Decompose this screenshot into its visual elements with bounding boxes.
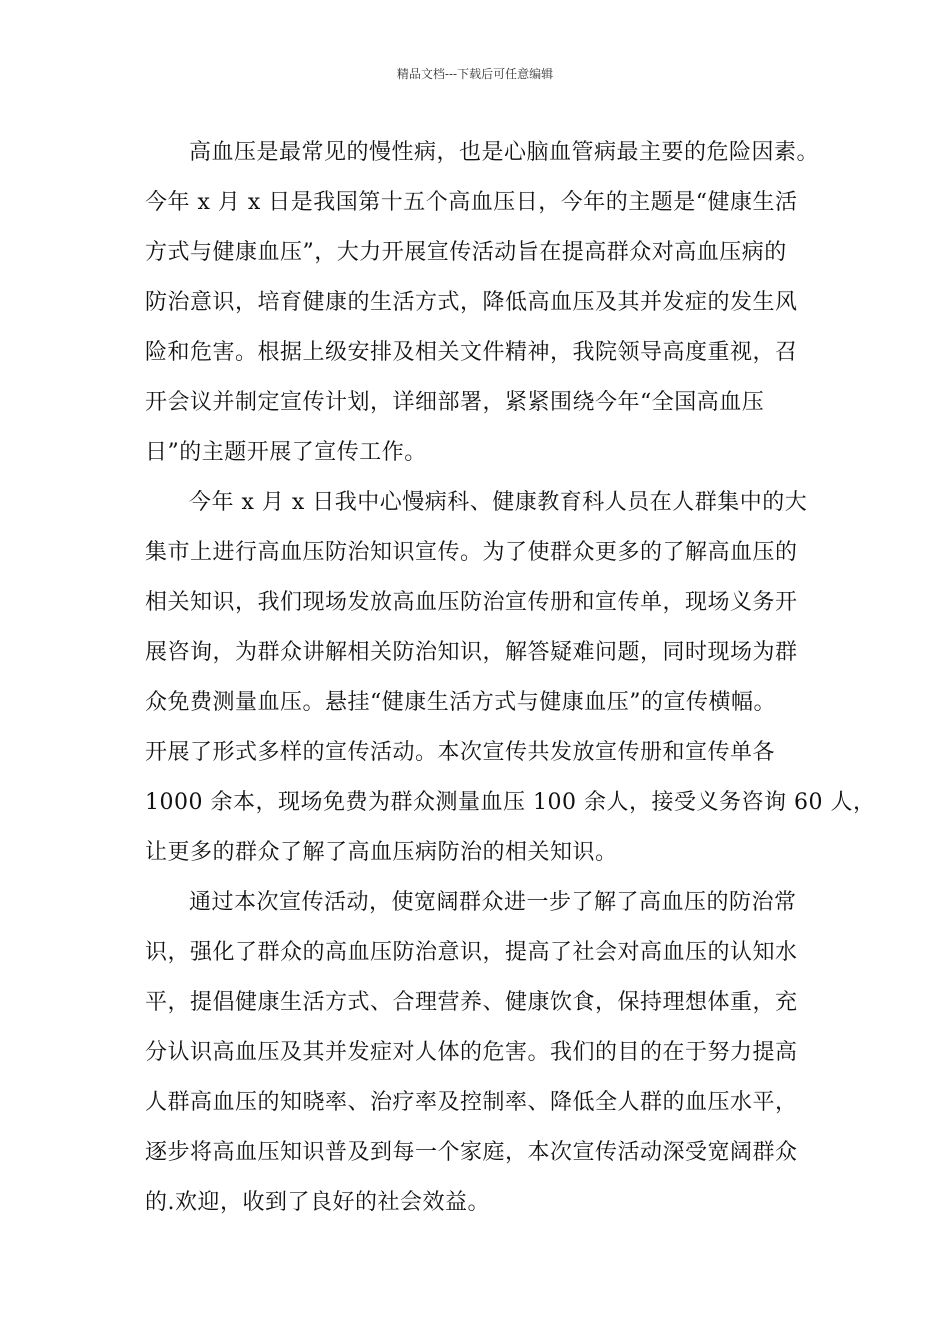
paragraph-line: 防治意识，培育健康的生活方式，降低高血压及其并发症的发生风 bbox=[145, 290, 798, 315]
paragraph-2 bbox=[145, 478, 876, 878]
paragraph-line: 集市上进行高血压防治知识宣传。为了使群众更多的了解高血压的 bbox=[145, 540, 798, 565]
paragraph-line: 开会议并制定宣传计划，详细部署，紧紧围绕今年“全国高血压 bbox=[145, 390, 765, 415]
paragraph-line: 人群高血压的知晓率、治疗率及控制率、降低全人群的血压水平， bbox=[145, 1090, 798, 1115]
paragraph-line: 逐步将高血压知识普及到每一个家庭，本次宣传活动深受宽阔群众 bbox=[145, 1140, 798, 1165]
page-header: 精品文档---下载后可任意编辑 bbox=[396, 67, 554, 81]
paragraph-line: 方式与健康血压”，大力开展宣传活动旨在提高群众对高血压病的 bbox=[145, 240, 787, 265]
paragraph-line: 今年 x 月 x 日我中心慢病科、健康教育科人员在人群集中的大 bbox=[189, 490, 808, 515]
paragraph-line: 相关知识，我们现场发放高血压防治宣传册和宣传单，现场义务开 bbox=[145, 590, 798, 615]
paragraph-line: 险和危害。根据上级安排及相关文件精神，我院领导高度重视，召 bbox=[145, 340, 798, 365]
document-body bbox=[145, 128, 876, 1228]
paragraph-line: 众免费测量血压。悬挂“健康生活方式与健康血压”的宣传横幅。 bbox=[145, 690, 776, 715]
paragraph-line: 让更多的群众了解了高血压病防治的相关知识。 bbox=[145, 840, 618, 865]
paragraph-line: 分认识高血压及其并发症对人体的危害。我们的目的在于努力提高 bbox=[145, 1040, 798, 1065]
paragraph-line: 今年 x 月 x 日是我国第十五个高血压日，今年的主题是“健康生活 bbox=[145, 190, 798, 215]
paragraph-3 bbox=[145, 878, 815, 1228]
paragraph-line: 1000 余本，现场免费为群众测量血压 100 余人，接受义务咨询 60 人， bbox=[145, 790, 876, 815]
paragraph-line: 的.欢迎，收到了良好的社会效益。 bbox=[145, 1190, 490, 1215]
paragraph-line: 展咨询，为群众讲解相关防治知识，解答疑难问题，同时现场为群 bbox=[145, 640, 798, 665]
paragraph-line: 高血压是最常见的慢性病，也是心脑血管病最主要的危险因素。 bbox=[189, 140, 820, 165]
paragraph-line: 开展了形式多样的宣传活动。本次宣传共发放宣传册和宣传单各 bbox=[145, 740, 776, 765]
paragraph-line: 平，提倡健康生活方式、合理营养、健康饮食，保持理想体重，充 bbox=[145, 990, 798, 1015]
paragraph-line: 识，强化了群众的高血压防治意识，提高了社会对高血压的认知水 bbox=[145, 940, 798, 965]
paragraph-1 bbox=[145, 128, 820, 478]
paragraph-line: 日”的主题开展了宣传工作。 bbox=[145, 440, 427, 465]
paragraph-line: 通过本次宣传活动，使宽阔群众进一步了解了高血压的防治常 bbox=[189, 890, 797, 915]
